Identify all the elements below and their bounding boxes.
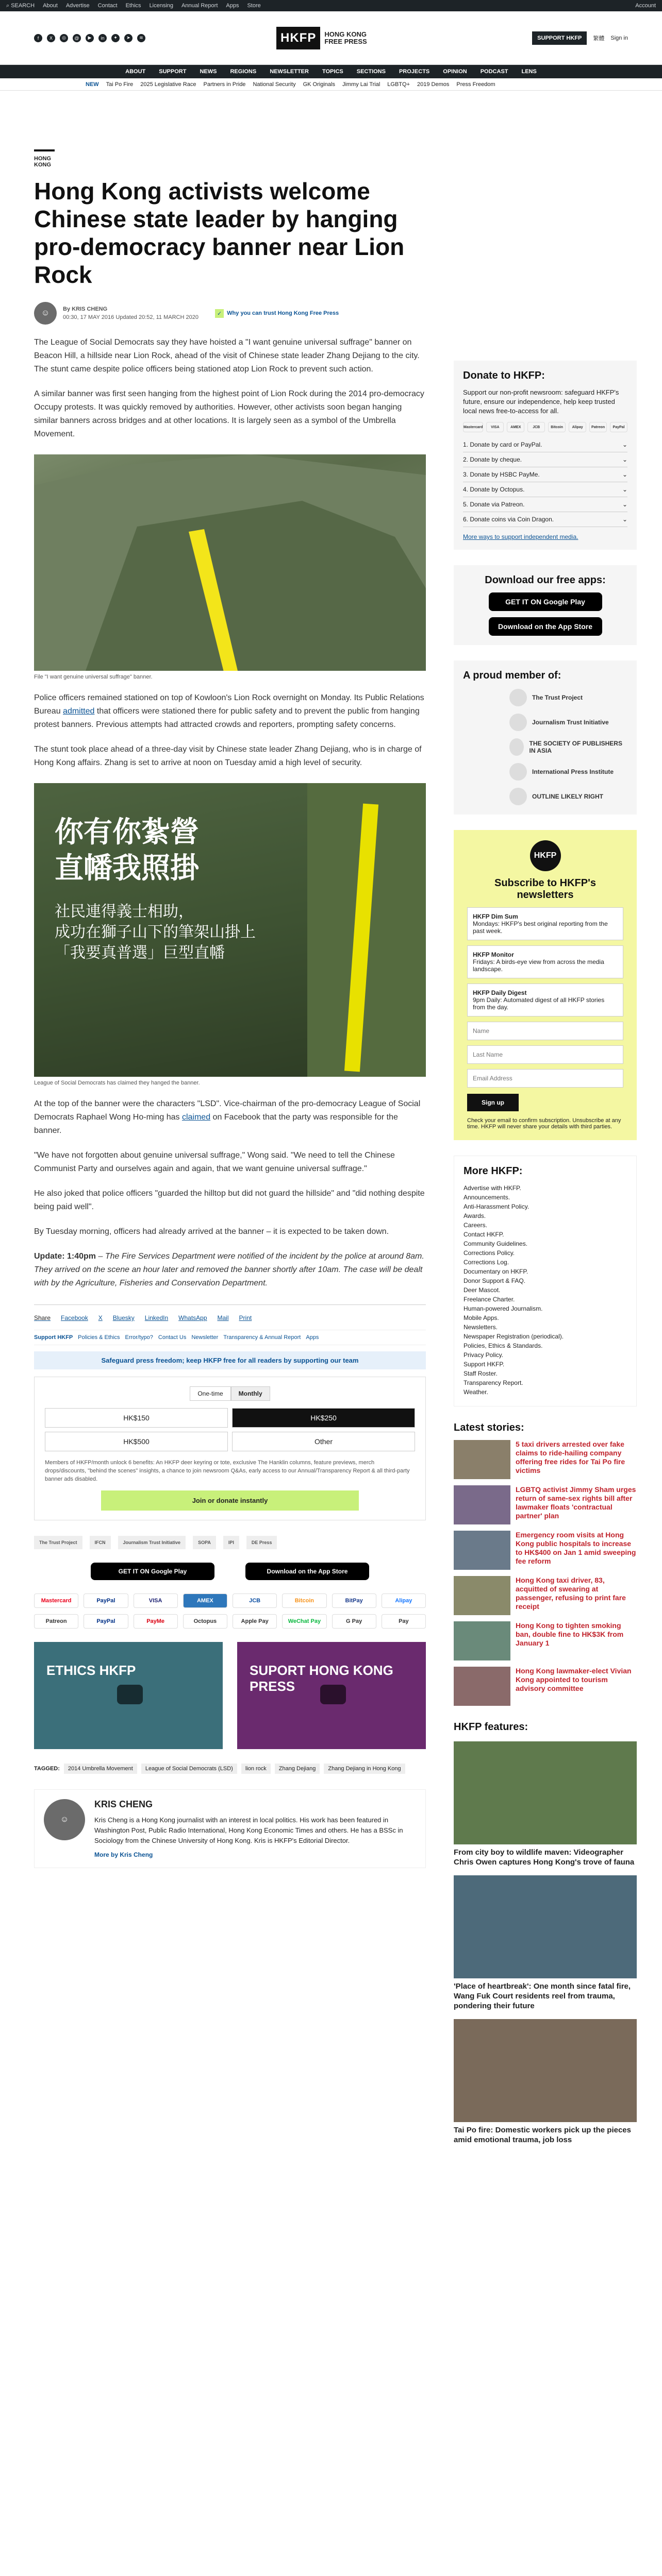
ticker-item[interactable]: National Security xyxy=(253,81,296,88)
member-logo[interactable]: Journalism Trust Initiative xyxy=(509,714,627,731)
tag-link[interactable]: League of Social Democrats (LSD) xyxy=(141,1764,237,1774)
tag-link[interactable]: 2014 Umbrella Movement xyxy=(64,1764,137,1774)
payment-icon: VISA xyxy=(134,1594,178,1608)
share-label: Share xyxy=(34,1314,51,1321)
signin-link[interactable]: Sign in xyxy=(610,35,628,41)
member-logo[interactable]: OUTLINE LIKELY RIGHT xyxy=(509,788,627,805)
ticker-item[interactable]: Partners in Pride xyxy=(203,81,246,88)
payment-icon: WeChat Pay xyxy=(282,1614,326,1629)
paragraph: He also joked that police officers "guarded the hilltop but did not guard the hillside" and "did nothing despite being paid well". xyxy=(34,1189,425,1211)
donate-option[interactable]: 4. Donate by Octopus. ⌄ xyxy=(463,482,627,497)
about-link[interactable]: Policies, Ethics & Standards. xyxy=(464,1342,543,1349)
newsletter-option[interactable]: HKFP Dim Sum Mondays: HKFP's best original reporting from the past week. xyxy=(467,907,623,940)
about-link[interactable]: Transparency Report. xyxy=(464,1379,523,1386)
amount-option[interactable]: HK$150 xyxy=(45,1408,228,1428)
telegram-icon[interactable]: ➤ xyxy=(124,34,133,42)
partner-logo[interactable]: DE Press xyxy=(246,1536,277,1549)
lion-rock-image xyxy=(34,454,426,671)
story-thumb xyxy=(454,1531,510,1570)
amount-option[interactable]: HK$500 xyxy=(45,1432,228,1451)
story-thumb xyxy=(454,1667,510,1706)
hkfp-logo: HKFP xyxy=(530,840,561,871)
feature-item[interactable]: 'Place of heartbreak': One month since fatal fire, Wang Fuk Court residents reel from trauma, pondering their future xyxy=(454,1875,637,2011)
article-title: Hong Kong activists welcome Chinese state leader by hanging pro-democracy banner near Lion Rock xyxy=(34,178,405,288)
feature-image xyxy=(454,1875,637,1978)
footer-link[interactable]: Contact Us xyxy=(158,1334,187,1341)
ticker-item[interactable]: 2025 Legislative Race xyxy=(140,81,196,88)
tab-monthly[interactable]: Monthly xyxy=(231,1386,270,1401)
email-field[interactable]: Email Address xyxy=(467,1069,623,1088)
play-icon xyxy=(320,1685,346,1704)
payment-icon: Bitcoin xyxy=(282,1594,326,1608)
nav-item[interactable]: TOPICS xyxy=(322,69,343,75)
share-linkedin[interactable]: LinkedIn xyxy=(144,1314,169,1321)
nav-item[interactable]: ABOUT xyxy=(125,69,146,75)
about-link[interactable]: Freelance Charter. xyxy=(464,1296,515,1303)
share-whatsapp[interactable]: WhatsApp xyxy=(178,1314,207,1321)
footer-links xyxy=(34,1330,426,1345)
tag-link[interactable]: Zhang Dejiang in Hong Kong xyxy=(324,1764,405,1774)
features-title: HKFP features: xyxy=(454,1721,528,1733)
image-subtext: 成功在獅子山下的筆架山掛上 xyxy=(55,924,256,941)
image-subtext: 社民連得義士相助， xyxy=(55,903,194,920)
feature-image xyxy=(454,2019,637,2122)
x-icon[interactable]: X xyxy=(47,34,55,42)
story-thumb xyxy=(454,1576,510,1615)
membership-box xyxy=(454,660,637,815)
about-link[interactable]: Privacy Policy. xyxy=(464,1351,504,1359)
nav-item[interactable]: SECTIONS xyxy=(356,69,386,75)
topic-ticker xyxy=(0,78,662,91)
payment-icon: JCB xyxy=(233,1594,277,1608)
google-play-badge[interactable]: GET IT ON Google Play xyxy=(489,592,602,611)
author-bio xyxy=(34,1789,426,1868)
update-paragraph: Update: 1:40pm – The Fire Services Department were notified of the incident by the police at around 8am. They arrived on the scene an hour later and removed the banner shortly after 10am. The case will be dealt with by the Agriculture, Fisheries and Conservation Department. xyxy=(34,1252,424,1287)
about-list xyxy=(464,1183,627,1397)
about-box xyxy=(454,1156,637,1406)
payment-icon: BitPay xyxy=(332,1594,376,1608)
story-item[interactable]: Hong Kong to tighten smoking ban, double fine to HK$3K from January 1 xyxy=(454,1621,637,1660)
topbar-link[interactable]: Ethics xyxy=(125,3,141,9)
nav-item[interactable]: LENS xyxy=(521,69,537,75)
chevron-down-icon: ⌄ xyxy=(622,486,627,493)
about-link[interactable]: Newspaper Registration (periodical). xyxy=(464,1333,564,1340)
apps-box xyxy=(454,565,637,645)
features xyxy=(454,1721,637,2145)
donate-title: Donate to HKFP: xyxy=(463,370,545,381)
amount-option-selected[interactable]: HK$250 xyxy=(232,1408,415,1428)
about-link[interactable]: Newsletters. xyxy=(464,1324,498,1331)
app-store-badge[interactable]: Download on the App Store xyxy=(489,617,602,636)
payment-icon: Patreon xyxy=(34,1614,78,1629)
site-logo[interactable]: HKFP HONG KONG FREE PRESS xyxy=(276,27,367,49)
nav-item[interactable]: SUPPORT xyxy=(159,69,187,75)
main-nav xyxy=(0,65,662,78)
byline xyxy=(34,302,426,325)
google-play-badge[interactable]: GET IT ON Google Play xyxy=(91,1563,214,1580)
top-utility-bar xyxy=(0,0,662,11)
app-store-badges xyxy=(34,1563,426,1580)
bio-text: Kris Cheng is a Hong Kong journalist with an interest in local politics. His work has been featured in Washington Post, Public Radio International, Hong Kong Economic Times and others. He has a BSSc in Sociology from the Chinese University of Hong Kong. Kris is HKFP's Editorial Director. xyxy=(94,1816,403,1844)
ticker-item[interactable]: GK Originals xyxy=(303,81,335,88)
chevron-down-icon: ⌄ xyxy=(622,456,627,463)
nav-item[interactable]: NEWS xyxy=(200,69,217,75)
story-item[interactable]: Hong Kong taxi driver, 83, acquitted of swearing at passenger, refusing to print fare receipt xyxy=(454,1576,637,1615)
article-tags xyxy=(34,1764,426,1774)
paragraph: Police officers remained stationed on top of Kowloon's Lion Rock overnight on Monday. Its Public Relations Bureau admitted that officers were stationed there for public safety and to prevent the public from hanging protest banners. Previous attempts had attracted crowds and reporters, prompting safety concerns. xyxy=(34,693,424,729)
name-field[interactable]: Name xyxy=(467,1022,623,1040)
partner-logos xyxy=(34,1536,426,1549)
linkedin-icon[interactable]: in xyxy=(98,34,107,42)
about-link[interactable]: Advertise with HKFP. xyxy=(464,1184,521,1192)
topbar-link[interactable]: About xyxy=(43,3,58,9)
paragraph: At the top of the banner were the characters "LSD". Vice-chairman of the pro-democracy League of Social Democrats Raphael Wong Ho-ming has claimed on Facebook that the party was responsible for the banner. xyxy=(34,1099,421,1135)
topbar-link[interactable]: Store xyxy=(247,3,261,9)
payment-icon: Octopus xyxy=(183,1614,227,1629)
footer-link[interactable]: Policies & Ethics xyxy=(78,1334,120,1341)
donate-option[interactable]: 2. Donate by cheque. ⌄ xyxy=(463,452,627,467)
share-facebook[interactable]: Facebook xyxy=(61,1314,88,1321)
share-bluesky[interactable]: Bluesky xyxy=(112,1314,135,1321)
brand-bar xyxy=(0,11,662,65)
paragraph: The stunt took place ahead of a three-day visit by Chinese state leader Zhang Dejiang, who is in charge of Hong Kong affairs. Zhang is set to arrive at noon on Tuesday amid a high level of security. xyxy=(34,745,422,767)
partner-logo[interactable]: SOPA xyxy=(193,1536,216,1549)
about-link[interactable]: Weather. xyxy=(464,1388,488,1396)
payment-methods xyxy=(34,1594,426,1629)
donation-widget xyxy=(34,1377,426,1520)
about-link[interactable]: Corrections Policy. xyxy=(464,1249,515,1257)
feature-item[interactable]: Tai Po fire: Domestic workers pick up the pieces amid emotional trauma, job loss xyxy=(454,2019,637,2145)
paragraph: "We have not forgotten about genuine universal suffrage," Wong said. "We need to tell the Chinese Communist Party and ourselves again and again, that we want genuine universal suffrage." xyxy=(34,1151,395,1173)
topbar-link[interactable]: Licensing xyxy=(149,3,174,9)
more-by-author-link[interactable]: More by Kris Cheng xyxy=(94,1851,153,1858)
app-store-badge[interactable]: Download on the App Store xyxy=(245,1563,369,1580)
about-link[interactable]: Human-powered Journalism. xyxy=(464,1305,543,1312)
about-link[interactable]: Announcements. xyxy=(464,1194,510,1201)
about-link[interactable]: Donor Support & FAQ. xyxy=(464,1277,526,1284)
donate-option[interactable]: 1. Donate by card or PayPal. ⌄ xyxy=(463,437,627,452)
payment-icon: Pay xyxy=(382,1614,426,1629)
chevron-down-icon: ⌄ xyxy=(622,471,627,478)
about-link[interactable]: Contact HKFP. xyxy=(464,1231,504,1238)
donate-option[interactable]: 6. Donate coins via Coin Dragon. ⌄ xyxy=(463,512,627,527)
support-hkfp-button[interactable]: SUPPORT HKFP xyxy=(532,31,587,45)
chevron-down-icon: ⌄ xyxy=(622,441,627,448)
story-item[interactable]: Hong Kong lawmaker-elect Vivian Kong appointed to tourism advisory committee xyxy=(454,1667,637,1706)
newsletter-note: Check your email to confirm subscription. Unsubscribe at any time. HKFP will never share your details with third parties. xyxy=(467,1117,621,1130)
paragraph: By Tuesday morning, officers had already arrived at the banner – it is expected to be taken down. xyxy=(34,1227,389,1236)
tags-label: TAGGED: xyxy=(34,1766,60,1772)
member-logo[interactable]: International Press Institute xyxy=(509,763,627,781)
support-video[interactable]: SUPORT HONG KONG PRESS xyxy=(237,1642,426,1749)
payment-icon: PayPal xyxy=(610,422,627,432)
author-avatar[interactable]: ☺ xyxy=(44,1799,85,1840)
lsd-banner-photo[interactable] xyxy=(34,783,426,1077)
claimed-link[interactable]: claimed xyxy=(181,1113,211,1122)
image-headline: 直幡我照掛 xyxy=(55,852,199,884)
chevron-down-icon: ⌄ xyxy=(622,516,627,523)
topbar-link[interactable]: Contact xyxy=(97,3,118,9)
about-link[interactable]: Deer Mascot. xyxy=(464,1286,501,1294)
nav-item[interactable]: NEWSLETTER xyxy=(270,69,309,75)
ethics-video[interactable]: ETHICS HKFP xyxy=(34,1642,223,1749)
chevron-down-icon: ⌄ xyxy=(622,501,627,508)
account-link[interactable]: Account xyxy=(635,3,656,9)
newsletter-title: Subscribe to HKFP's newsletters xyxy=(494,877,596,901)
payment-icon: AMEX xyxy=(183,1594,227,1608)
member-logo[interactable]: The Trust Project xyxy=(509,689,627,706)
image-headline: 你有你紮營 xyxy=(55,816,199,848)
payment-icon: PayPal xyxy=(84,1594,128,1608)
tab-one-time[interactable]: One-time xyxy=(190,1386,230,1401)
footer-link[interactable]: Transparency & Annual Report xyxy=(223,1334,301,1341)
banner-photo[interactable] xyxy=(34,454,426,671)
facebook-icon[interactable]: f xyxy=(34,34,42,42)
youtube-icon[interactable]: ▶ xyxy=(86,34,94,42)
footer-link[interactable]: Newsletter xyxy=(191,1334,219,1341)
photo-caption: League of Social Democrats has claimed they hanged the banner. xyxy=(34,1080,200,1086)
share-bar xyxy=(34,1314,426,1321)
ticker-item[interactable]: LGBTQ+ xyxy=(387,81,410,88)
donate-option[interactable]: 5. Donate via Patreon. ⌄ xyxy=(463,497,627,512)
donate-box xyxy=(454,361,637,550)
ticker-item[interactable]: Tai Po Fire xyxy=(106,81,134,88)
payment-icon: Mastercard xyxy=(34,1594,78,1608)
footer-link[interactable]: Error/typo? xyxy=(125,1334,153,1341)
bluesky-icon[interactable]: ✦ xyxy=(111,34,120,42)
join-button[interactable]: Join or donate instantly xyxy=(101,1490,359,1511)
feature-item[interactable]: From city boy to wildlife maven: Videographer Chris Owen captures Hong Kong's trove of fauna xyxy=(454,1741,637,1867)
payment-icon: Alipay xyxy=(569,422,586,432)
image-subtext: 「我要真普選」巨型直幡 xyxy=(55,944,225,961)
topbar-link[interactable]: Advertise xyxy=(65,3,90,9)
nav-item[interactable]: PROJECTS xyxy=(399,69,430,75)
bio-name[interactable]: KRIS CHENG xyxy=(94,1799,153,1809)
signup-button[interactable]: Sign up xyxy=(467,1094,519,1111)
payment-icon: Apple Pay xyxy=(233,1614,277,1629)
topbar-link[interactable]: Apps xyxy=(226,3,239,9)
about-link[interactable]: Careers. xyxy=(464,1222,488,1229)
payment-icon: VISA xyxy=(486,422,504,432)
amount-option-other[interactable]: Other xyxy=(232,1432,415,1451)
ticker-label: NEW xyxy=(86,81,99,88)
about-link[interactable]: Mobile Apps. xyxy=(464,1314,499,1321)
newsletter-option[interactable]: HKFP Monitor Fridays: A birds-eye view from across the media landscape. xyxy=(467,945,623,978)
share-x[interactable]: X xyxy=(98,1314,103,1321)
member-logo[interactable]: THE SOCIETY OF PUBLISHERS IN ASIA xyxy=(509,738,627,756)
partner-logo[interactable]: The Trust Project xyxy=(34,1536,82,1549)
story-item[interactable]: Emergency room visits at Hong Kong public hospitals to increase to HK$400 on Jan 1 amid sweeping fee reform xyxy=(454,1531,637,1570)
author-name[interactable]: By KRIS CHENG xyxy=(63,306,108,312)
donation-note: Members of HKFP/month unlock 6 benefits: An HKFP deer keyring or tote, exclusive The Hanklin columns, feature previews, merch drops/discounts, "behind the scenes" insights, a chance to join newsroom Q&As, early access to our Annual/Transparency Report & all third-party banner ads disabled. xyxy=(45,1460,410,1482)
story-item[interactable]: LGBTQ activist Jimmy Sham urges return of same-sex rights bill after lawmaker floats 'contractual partner' plan xyxy=(454,1485,637,1524)
payment-icon: AMEX xyxy=(507,422,524,432)
feature-image xyxy=(454,1741,637,1844)
donate-banner[interactable]: Safeguard press freedom; keep HKFP free for all readers by supporting our team xyxy=(34,1351,426,1369)
latest-stories xyxy=(454,1422,637,1706)
payment-icon: Patreon xyxy=(589,422,607,432)
about-link[interactable]: Support HKFP. xyxy=(464,1361,505,1368)
play-icon xyxy=(117,1685,143,1704)
footer-link[interactable]: Support HKFP xyxy=(34,1334,73,1341)
tag-link[interactable]: lion rock xyxy=(241,1764,271,1774)
instagram-icon[interactable]: ◎ xyxy=(60,34,68,42)
about-link[interactable]: Documentary on HKFP. xyxy=(464,1268,528,1275)
donate-text[interactable]: Support our non-profit newsroom: safeguard HKFP's future, ensure our independence, help keep trusted local news free-to-access for all. xyxy=(463,388,619,415)
partner-logo[interactable]: IPI xyxy=(223,1536,239,1549)
story-thumb xyxy=(454,1485,510,1524)
about-link[interactable]: Awards. xyxy=(464,1212,486,1219)
share-print[interactable]: Print xyxy=(239,1314,252,1321)
share-mail[interactable]: Mail xyxy=(217,1314,229,1321)
payment-icon: G Pay xyxy=(332,1614,376,1629)
apps-title: Download our free apps: xyxy=(485,574,606,586)
latest-title: Latest stories: xyxy=(454,1422,524,1433)
shield-icon: ✓ xyxy=(215,309,224,318)
social-icons xyxy=(34,34,145,42)
payment-icon: Bitcoin xyxy=(548,422,566,432)
payment-icon: Alipay xyxy=(382,1594,426,1608)
last-name-field[interactable]: Last Name xyxy=(467,1045,623,1064)
article-dates: 00:30, 17 MAY 2016 Updated 20:52, 11 MARCH 2020 xyxy=(63,314,198,320)
about-link[interactable]: Corrections Log. xyxy=(464,1259,509,1266)
article xyxy=(34,149,426,1868)
more-ways-link[interactable]: More ways to support independent media. xyxy=(463,533,578,540)
about-title: More HKFP: xyxy=(464,1165,523,1177)
nav-item[interactable]: OPINION xyxy=(443,69,467,75)
about-link[interactable]: Community Guidelines. xyxy=(464,1240,528,1247)
payment-icon: PayMe xyxy=(134,1614,178,1629)
sidebar xyxy=(454,361,637,2145)
story-thumb xyxy=(454,1440,510,1479)
promo-videos xyxy=(34,1642,426,1749)
admitted-link[interactable]: admitted xyxy=(63,707,95,716)
story-thumb xyxy=(454,1621,510,1660)
partner-logo[interactable]: IFCN xyxy=(90,1536,111,1549)
tag-link[interactable]: Zhang Dejiang xyxy=(275,1764,320,1774)
paragraph: A similar banner was first seen hanging from the highest point of Lion Rock during the 2014 pro-democracy Occupy protests. It was quickly removed by authorities. However, other activists soon began hanging similar banners across bridges and at other locations. It is largely seen as a symbol of the Umbrella Movement. xyxy=(34,389,424,438)
about-link[interactable]: Anti-Harassment Policy. xyxy=(464,1203,529,1210)
photo-caption: File "I want genuine universal suffrage" banner. xyxy=(34,674,153,680)
search-link[interactable]: ⌕ SEARCH xyxy=(6,2,35,9)
threads-icon[interactable]: @ xyxy=(73,34,81,42)
author-avatar[interactable]: ☺ xyxy=(34,302,57,325)
member-title: A proud member of: xyxy=(463,670,561,681)
article-kicker[interactable]: HONG KONG xyxy=(34,149,55,168)
topbar-link[interactable]: Annual Report xyxy=(181,3,218,9)
nav-item[interactable]: PODCAST xyxy=(480,69,508,75)
payment-icon: JCB xyxy=(527,422,545,432)
story-item[interactable]: 5 taxi drivers arrested over fake claims to ride-hailing company offering free rides for Tai Po fire victims xyxy=(454,1440,637,1479)
nav-item[interactable]: REGIONS xyxy=(230,69,257,75)
payment-icon: PayPal xyxy=(84,1614,128,1629)
language-switch[interactable]: 繁體 xyxy=(593,35,605,42)
rss-icon[interactable]: ≋ xyxy=(137,34,145,42)
donate-option[interactable]: 3. Donate by HSBC PayMe. ⌄ xyxy=(463,467,627,482)
ticker-item[interactable]: Jimmy Lai Trial xyxy=(342,81,380,88)
newsletter-option[interactable]: HKFP Daily Digest 9pm Daily: Automated digest of all HKFP stories from the day. xyxy=(467,984,623,1016)
paragraph: The League of Social Democrats say they have hoisted a "I want genuine universal suffrage" banner on Beacon Hill, a hillside near Lion Rock, ahead of the visit of Chinese state leader Zhang Dejiang to the city. The stunt came despite police officers being stationed atop Lion Rock to prevent such action. xyxy=(34,338,420,374)
payment-icon: Mastercard xyxy=(463,422,483,432)
newsletter-box xyxy=(454,830,637,1140)
trust-link[interactable]: ✓ Why you can trust Hong Kong Free Press xyxy=(215,309,339,318)
ticker-item[interactable]: Press Freedom xyxy=(456,81,495,88)
about-link[interactable]: Staff Roster. xyxy=(464,1370,498,1377)
partner-logo[interactable]: Journalism Trust Initiative xyxy=(118,1536,186,1549)
footer-link[interactable]: Apps xyxy=(306,1334,319,1341)
ticker-item[interactable]: 2019 Demos xyxy=(417,81,450,88)
